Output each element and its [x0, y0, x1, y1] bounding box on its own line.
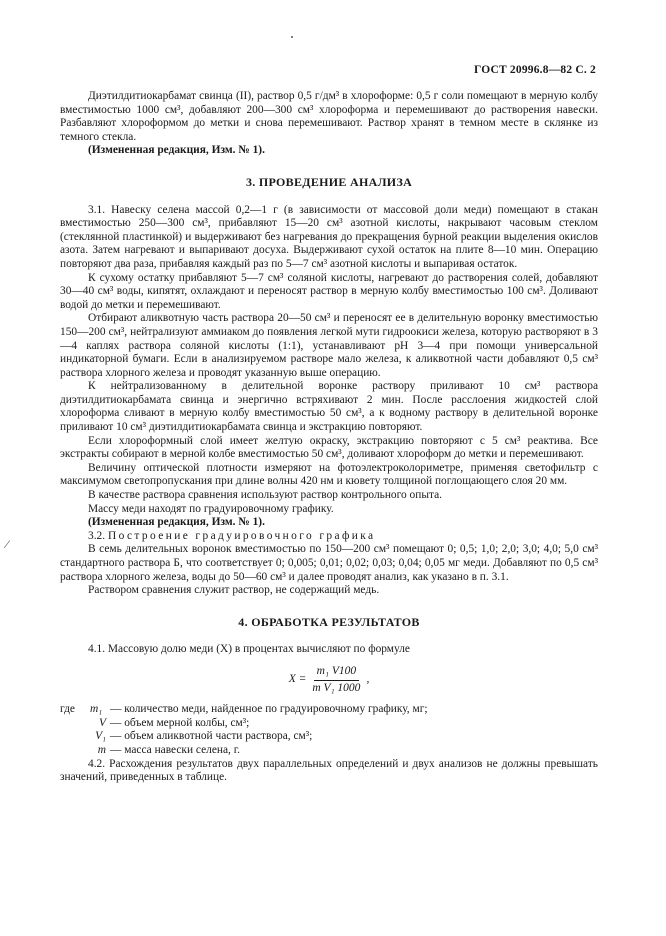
definition-row [60, 703, 598, 717]
definition-symbol: m [97, 743, 106, 756]
paragraph-reference-solution: В качестве раствора сравнения используют раствор контрольного опыта. [88, 489, 443, 502]
section-3-title: 3. ПРОВЕДЕНИЕ АНАЛИЗА [245, 174, 413, 189]
paragraph-calibration-procedure: В семь делительных воронок вместимостью по 150—200 см³ помещают 0; 0,5; 1,0; 2,0; 3,0; 4,0; 5,0 см³ стандартного раствора Б, что соответствует 0; 0,005; 0,01; 0,02; 0,03; 0,04; 0,05 мг меди. Добавляют по 0,5 см³ раствора хлорного железа, воды до 50—60 см³ и далее проводят анализ, как указано в п. 3.1. [60, 543, 598, 583]
scan-speck [291, 36, 293, 38]
definitions-prefix: где [60, 703, 75, 716]
clause-3-1: 3.1. Навеску селена массой 0,2—1 г (в зависимости от массовой доли меди) помещают в стакан вместимостью 250—300 см³, прибавляют 15—20 см³ азотной кислоты, накрывают часовым стеклом (стеклянной пластинкой) и выдерживают без нагревания до прекращения бурной реакции выделения окислов азота. Затем нагревают и выпаривают досуха. Выдерживают сухой остаток на плите 8—10 мин. Операцию повторяют два раза, прибавляя каждый раз по 5—7 см³ азотной кислоты и выпаривая остаток. [60, 203, 598, 270]
definition-symbol: V [99, 716, 106, 729]
formula-tail: , [366, 673, 370, 686]
paragraph-calibration: Массу меди находят по градуировочному графику. [88, 502, 334, 515]
definition-text: — объем мерной колбы, см³; [110, 716, 250, 729]
page-header: ГОСТ 20996.8—82 С. 2 [473, 64, 596, 76]
formula [60, 665, 598, 695]
page-body [60, 90, 598, 785]
definition-symbol: m₁ [90, 703, 103, 716]
formula-fraction [309, 665, 363, 695]
definition-symbol: V₁ [95, 730, 106, 743]
definition-text: — масса навески селена, г. [110, 743, 240, 756]
section-4-title: 4. ОБРАБОТКА РЕЗУЛЬТАТОВ [238, 614, 420, 629]
formula-denominator: m V₁ 1000 [312, 681, 361, 694]
definition-row [60, 730, 598, 744]
paragraph-repeat-extraction: Если хлороформный слой имеет желтую окраску, экстракцию повторяют с 5 см³ реактива. Все экстракты собирают в мерной колбе вместимостью 50 см³, доливают хлороформ до метки и перемешивают. [60, 434, 598, 461]
paragraph-aliquot: Отбирают аликвотную часть раствора 20—50 см³ и переносят ее в делительную воронку вместимостью 150—200 см³, нейтрализуют аммиаком до появления легкой мути гидроокиси железа, которую растворяют в 3—4 каплях раствора соляной кислоты (1:1), устанавливают pH 3—4 при помощи универсальной индикаторной бумаги. Если в анализируемом растворе мало железа, к аликвотной части добавляют 0,5 см³ раствора хлорного железа и проводят указанную выше операцию. [60, 312, 598, 379]
definition-row [60, 744, 598, 758]
clause-3-2-number: 3.2. [88, 529, 106, 542]
revision-note-2: (Измененная редакция, Изм. № 1). [88, 516, 265, 529]
definition-text: — объем аликвотной части раствора, см³; [110, 730, 313, 743]
variable-definitions [60, 703, 598, 757]
revision-note: (Измененная редакция, Изм. № 1). [88, 144, 265, 157]
definition-row [60, 717, 598, 731]
clause-4-2: 4.2. Расхождения результатов двух параллельных определений и двух анализов не должны превышать значений, приведенных в таблице. [60, 757, 598, 784]
paragraph-optical-density: Величину оптической плотности измеряют на фотоэлектроколориметре, применяя светофильтр с максимумом светопропускания при длине волны 420 нм и кювету толщиной поглощающего слоя 20 мм. [60, 461, 598, 488]
formula-numerator: m₁ V100 [314, 665, 359, 681]
paragraph-dissolution: К сухому остатку прибавляют 5—7 см³ соляной кислоты, нагревают до растворения солей, добавляют 30—40 см³ воды, кипятят, охлаждают и переносят раствор в мерную колбу вместимостью 100 см³. Доливают водой до метки и перемешивают. [60, 271, 598, 311]
paragraph-comparison-solution: Раствором сравнения служит раствор, не содержащий медь. [88, 584, 380, 597]
paragraph-extraction: К нейтрализованному в делительной воронке раствору приливают 10 см³ раствора диэтилдитиокарбамата свинца и энергично встряхивают 2 мин. После расслоения жидкостей слой хлороформа сливают в мерную колбу вместимостью 50 см³, а к водному раствору в делительной воронке приливают 10 см³ диэтилдитиокарбамата свинца и экстракцию повторяют. [60, 380, 598, 434]
clause-4-1: 4.1. Массовую долю меди (X) в процентах вычисляют по формуле [88, 643, 410, 656]
margin-mark: ⁄ [6, 537, 9, 551]
reagent-paragraph: Диэтилдитиокарбамат свинца (II), раствор 0,5 г/дм³ в хлороформе: 0,5 г соли помещают в мерную колбу вместимостью 1000 см³, добавляют 200—300 см³ хлороформа и перемешивают до растворения навески. Разбавляют хлороформом до метки и снова перемешивают. Раствор хранят в темном месте в склянке из темного стекла. [60, 90, 598, 143]
formula-lhs: X = [288, 673, 307, 686]
clause-3-2-title: Построение градуировочного графика [107, 529, 376, 542]
clause-3-2-heading [60, 530, 598, 544]
definition-text: — количество меди, найденное по градуировочному графику, мг; [110, 703, 428, 716]
